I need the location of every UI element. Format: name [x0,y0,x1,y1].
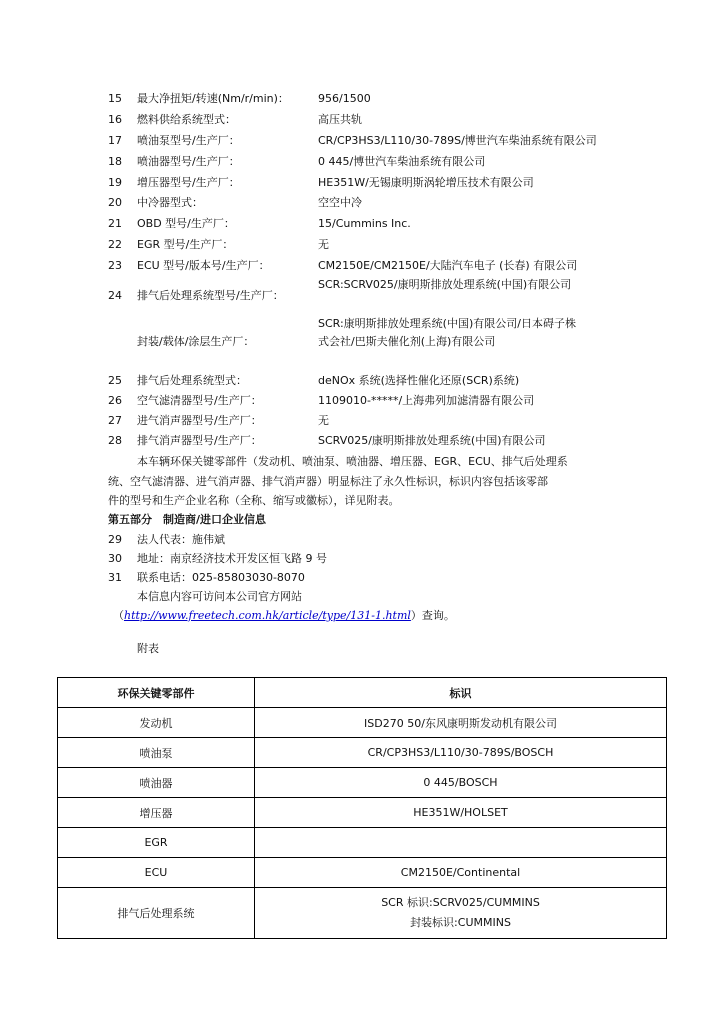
item-value: SCR:康明斯排放处理系统(中国)有限公司/日本碍子株 [318,317,576,330]
item-label: ECU 型号/版本号/生产厂： [137,259,270,272]
part-cell: EGR [58,828,255,858]
table-row [58,708,667,738]
item-value: 0 445/博世汽车柴油系统有限公司 [318,155,486,168]
table-row [58,888,667,939]
item-value: 956/1500 [318,92,371,105]
item-label: 地址：南京经济技术开发区恒飞路 9 号 [137,552,327,565]
item-value: CR/CP3HS3/L110/30-789S/博世汽车柴油系统有限公司 [318,134,597,147]
mark-cell: CM2150E/Continental [255,858,667,888]
mark-cell [255,828,667,858]
info-text: 本信息内容可访问本公司官方网站 [137,590,302,603]
part-cell: 喷油泵 [58,738,255,768]
paragraph-line: 统、空气滤清器、进气消声器、排气消声器）明显标注了永久性标识，标识内容包括该零部 [108,475,548,488]
column-header: 环保关键零部件 [58,678,255,708]
mark-cell: ISD270 50/东风康明斯发动机有限公司 [255,708,667,738]
item-label: 进气消声器型号/生产厂： [137,414,262,427]
appendix-title: 附表 [137,642,159,655]
item-number: 20 [108,196,122,209]
item-number: 15 [108,92,122,105]
item-label: EGR 型号/生产厂： [137,238,234,251]
item-label: 排气消声器型号/生产厂： [137,434,262,447]
item-value: SCRV025/康明斯排放处理系统(中国)有限公司 [318,434,546,447]
table-row [58,858,667,888]
part-cell: 增压器 [58,798,255,828]
item-number: 19 [108,176,122,189]
item-number: 27 [108,414,122,427]
item-number: 18 [108,155,122,168]
item-number: 16 [108,113,122,126]
paragraph-line: 件的型号和生产企业名称（全称、缩写或徽标），详见附表。 [108,494,400,507]
paragraph-line: 本车辆环保关键零部件（发动机、喷油泵、喷油器、增压器、EGR、ECU、排气后处理系 [137,455,568,468]
open-paren: （ [113,609,124,622]
item-value: 1109010-*****/上海弗列加滤清器有限公司 [318,394,535,407]
item-label: OBD 型号/生产厂： [137,217,235,230]
mark-cell [255,888,667,939]
item-number: 21 [108,217,122,230]
item-number: 24 [108,289,122,302]
item-value: 式会社/巴斯夫催化剂(上海)有限公司 [318,335,496,348]
item-value: 15/Cummins Inc. [318,217,411,230]
item-number: 25 [108,374,122,387]
mark-line: SCR 标识:SCRV025/CUMMINS [381,896,540,909]
table-row [58,828,667,858]
item-label: 空气滤清器型号/生产厂： [137,394,262,407]
info-url-line [113,609,455,623]
item-label: 最大净扭矩/转速(Nm/r/min)： [137,92,289,105]
item-value: CM2150E/CM2150E/大陆汽车电子 (长春) 有限公司 [318,259,578,272]
table-row [58,738,667,768]
item-label: 增压器型号/生产厂： [137,176,240,189]
appendix-table [57,677,667,939]
item-number: 31 [108,571,122,584]
item-label: 中冷器型式： [137,196,203,209]
item-label: 排气后处理系统型号/生产厂： [137,289,284,302]
mark-cell: HE351W/HOLSET [255,798,667,828]
item-number: 28 [108,434,122,447]
item-label: 排气后处理系统型式： [137,374,247,387]
item-number: 29 [108,533,122,546]
website-link[interactable]: http://www.freetech.com.hk/article/type/131-1.html [124,609,411,622]
item-value: 无 [318,238,329,251]
item-number: 22 [108,238,122,251]
item-label: 燃料供给系统型式： [137,113,236,126]
item-label: 喷油泵型号/生产厂： [137,134,240,147]
mark-cell: 0 445/BOSCH [255,768,667,798]
table-row [58,798,667,828]
item-value: 空空中冷 [318,196,362,209]
item-label: 封装/载体/涂层生产厂： [137,335,255,348]
item-value: SCR:SCRV025/康明斯排放处理系统(中国)有限公司 [318,278,572,291]
mark-line: 封装标识:CUMMINS [410,916,511,929]
item-number: 26 [108,394,122,407]
column-header: 标识 [255,678,667,708]
mark-cell: CR/CP3HS3/L110/30-789S/BOSCH [255,738,667,768]
item-label: 喷油器型号/生产厂： [137,155,240,168]
item-value: deNOx 系统(选择性催化还原(SCR)系统) [318,374,520,387]
table-row [58,768,667,798]
section-title: 第五部分 制造商/进口企业信息 [108,513,267,526]
part-cell: 喷油器 [58,768,255,798]
item-number: 23 [108,259,122,272]
item-number: 30 [108,552,122,565]
item-value: HE351W/无锡康明斯涡轮增压技术有限公司 [318,176,534,189]
part-cell: 发动机 [58,708,255,738]
part-cell: ECU [58,858,255,888]
item-number: 17 [108,134,122,147]
item-value: 高压共轨 [318,113,362,126]
item-label: 联系电话：025-85803030-8070 [137,571,305,584]
item-value: 无 [318,414,329,427]
item-label: 法人代表：施伟斌 [137,533,225,546]
table-header-row [58,678,667,708]
info-close: ）查询。 [410,609,455,622]
part-cell: 排气后处理系统 [58,888,255,939]
